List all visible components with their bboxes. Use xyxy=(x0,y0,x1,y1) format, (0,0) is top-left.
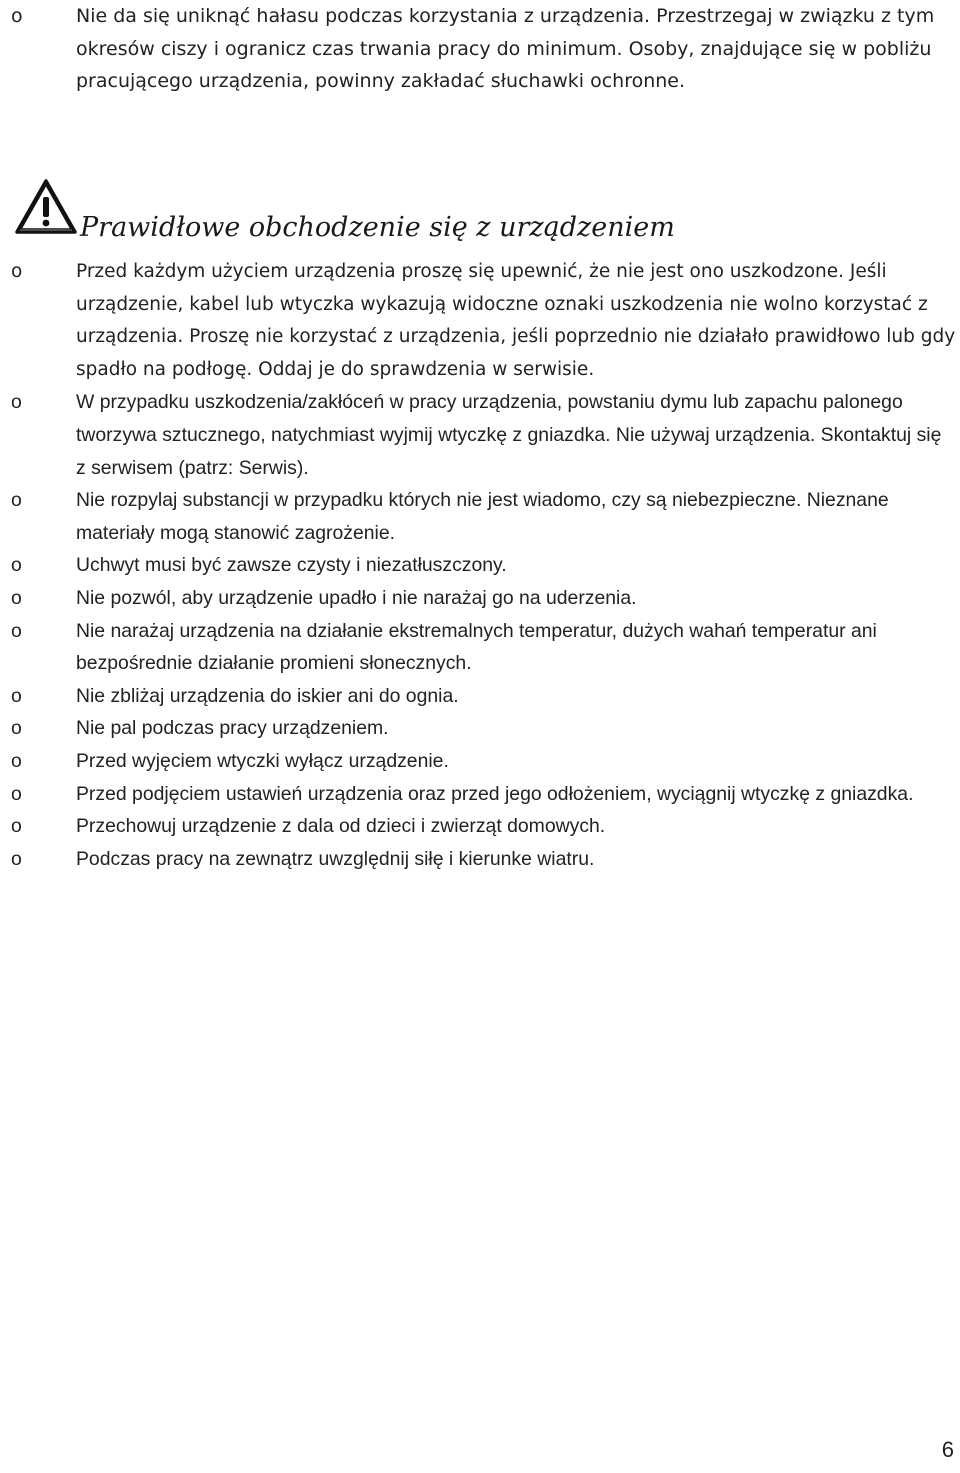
list-item xyxy=(0,712,960,745)
bullet-marker: o xyxy=(11,782,22,805)
list-item xyxy=(0,745,960,778)
section-heading: Prawidłowe obchodzenie się z urządzeniem xyxy=(80,212,675,243)
bullet-marker: o xyxy=(11,847,22,870)
list-item xyxy=(0,582,960,615)
list-item-text: Przed wyjęciem wtyczki wyłącz urządzenie. xyxy=(76,749,449,772)
bullet-marker: o xyxy=(11,554,22,577)
bullet-marker: o xyxy=(11,391,22,414)
list-item xyxy=(0,0,960,98)
bullet-marker: o xyxy=(11,815,22,838)
list-item-text: Nie pozwól, aby urządzenie upadło i nie narażaj go na uderzenia. xyxy=(76,586,637,609)
safety-bullet-list xyxy=(0,256,960,875)
list-item-text: Uchwyt musi być zawsze czysty i niezatłuszczony. xyxy=(76,554,507,577)
list-item-text: Nie narażaj urządzenia na działanie ekstremalnych temperatur, dużych wahań temperatur ani bezpośrednie działanie promieni słonecznych. xyxy=(76,619,877,675)
list-item xyxy=(0,386,960,484)
list-item xyxy=(0,615,960,680)
bullet-marker: o xyxy=(11,586,22,609)
bullet-marker: o xyxy=(11,5,23,27)
list-item-text: Nie pal podczas pracy urządzeniem. xyxy=(76,717,389,740)
page-number: 6 xyxy=(941,1437,954,1462)
list-item xyxy=(0,484,960,549)
list-item-text: Nie rozpylaj substancji w przypadku których nie jest wiadomo, czy są niebezpieczne. Nieznane materiały mogą stanowić zagrożenie. xyxy=(76,489,889,544)
list-item xyxy=(0,843,960,876)
list-item-text: Przechowuj urządzenie z dala od dzieci i zwierząt domowych. xyxy=(76,815,606,838)
bullet-marker: o xyxy=(11,717,22,740)
list-item xyxy=(0,549,960,582)
list-item-text: Nie zbliżaj urządzenia do iskier ani do ognia. xyxy=(76,684,459,707)
bullet-marker: o xyxy=(11,749,22,772)
bullet-marker: o xyxy=(11,261,23,282)
bullet-marker: o xyxy=(11,619,22,642)
list-item-text: Przed każdym użyciem urządzenia proszę się upewnić, że nie jest ono uszkodzone. Jeśli urządzenie, kabel lub wtyczka wykazują widoczne oznaki uszkodzenia nie wolno korzystać z urządzenia. Proszę nie korzystać z urządzenia, jeśli poprzednio nie działało prawidłowo lub gdy spadło na podłogę. Oddaj je do sprawdzenia w serwisie. xyxy=(76,261,956,380)
list-item xyxy=(0,778,960,811)
bullet-marker: o xyxy=(11,684,22,707)
list-item xyxy=(0,680,960,713)
list-item xyxy=(0,256,960,386)
bullet-marker: o xyxy=(11,489,22,512)
list-item xyxy=(0,810,960,843)
warning-triangle-icon xyxy=(14,178,78,236)
list-item-text: Nie da się uniknąć hałasu podczas korzystania z urządzenia. Przestrzegaj w związku z tym okresów ciszy i ogranicz czas trwania pracy do minimum. Osoby, znajdujące się w pobliżu pracującego urządzenia, powinny zakładać słuchawki ochronne. xyxy=(76,5,935,93)
list-item-text: Podczas pracy na zewnątrz uwzględnij siłę i kierunke wiatru. xyxy=(76,847,595,870)
list-item-text: W przypadku uszkodzenia/zakłóceń w pracy urządzenia, powstaniu dymu lub zapachu palonego tworzywa sztucznego, natychmiast wyjmij wtyczkę z gniazdka. Nie używaj urządzenia. Skontaktuj się z serwisem (patrz: Serwis). xyxy=(76,391,942,479)
top-bullet-list xyxy=(0,0,960,98)
list-item-text: Przed podjęciem ustawień urządzenia oraz przed jego odłożeniem, wyciągnij wtyczkę z gniazdka. xyxy=(76,782,914,805)
